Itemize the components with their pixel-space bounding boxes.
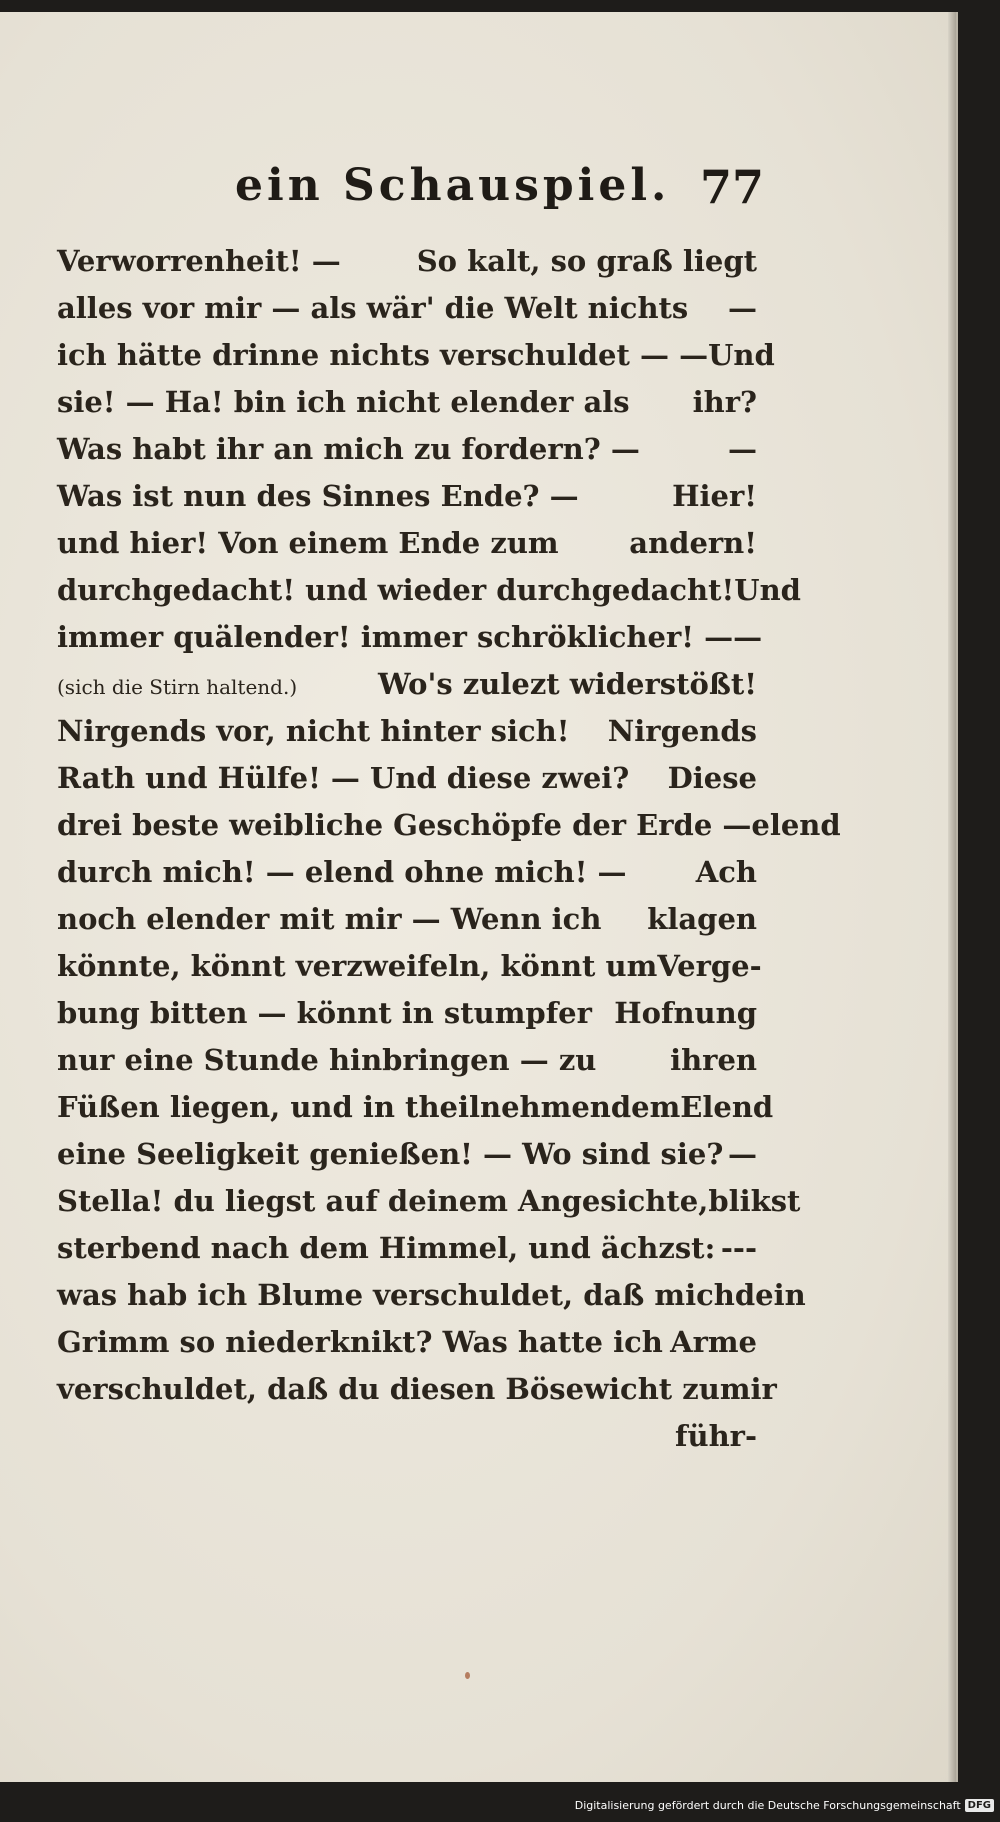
- line-text-right: —: [728, 291, 757, 325]
- text-line: [57, 567, 801, 614]
- line-text-left: verschuldet, daß du diesen Bösewicht zu: [57, 1372, 720, 1406]
- line-text-left: Stella! du liegst auf deinem Angesichte,: [57, 1184, 709, 1218]
- line-text-right: Hier!: [672, 479, 757, 513]
- text-line: [57, 332, 775, 379]
- text-line: [57, 1319, 757, 1366]
- text-line: [57, 990, 757, 1037]
- line-text-right: Ach: [695, 855, 757, 889]
- line-text-left: was hab ich Blume verschuldet, daß mich: [57, 1278, 735, 1312]
- text-line: [57, 1178, 801, 1225]
- line-text-right: Hofnung: [614, 996, 757, 1030]
- text-line: [57, 614, 763, 661]
- line-text-right: So kalt, so graß liegt: [416, 244, 757, 278]
- line-text-left: Nirgends vor, nicht hinter sich!: [57, 714, 570, 748]
- page-number: 77: [700, 160, 765, 214]
- line-text-left: eine Seeligkeit genießen! — Wo sind sie?: [57, 1137, 724, 1171]
- line-text-right: andern!: [629, 526, 757, 560]
- line-text-right: dein: [734, 1278, 806, 1312]
- line-text-left: noch elender mit mir — Wenn ich: [57, 902, 602, 936]
- text-line: [57, 1037, 757, 1084]
- dfg-logo: DFG: [965, 1799, 994, 1812]
- line-text-right: —: [728, 1137, 757, 1171]
- line-text-left: und hier! Von einem Ende zum: [57, 526, 559, 560]
- line-text-left: Was ist nun des Sinnes Ende? —: [57, 479, 579, 513]
- text-line: [57, 238, 757, 285]
- line-text-left: sie! — Ha! bin ich nicht elender als: [57, 385, 630, 419]
- line-text-left: könnte, könnt verzweifeln, könnt um: [57, 949, 658, 983]
- line-text-left: Was habt ihr an mich zu fordern? —: [57, 432, 640, 466]
- stage-direction: (sich die Stirn haltend.): [57, 675, 298, 699]
- text-line: [57, 285, 757, 332]
- line-text-right: Verge-: [657, 949, 762, 983]
- paper-speck: [465, 1672, 470, 1679]
- text-line: [57, 1366, 777, 1413]
- line-text-left: bung bitten — könnt in stumpfer: [57, 996, 592, 1030]
- line-text-left: Grimm so niederknikt? Was hatte ich: [57, 1325, 663, 1359]
- text-line: [57, 426, 757, 473]
- line-text-right: ihr?: [692, 385, 757, 419]
- text-line: [57, 1272, 806, 1319]
- line-text-left: durch mich! — elend ohne mich! —: [57, 855, 627, 889]
- text-line: [57, 1131, 757, 1178]
- digitization-credit: [575, 1792, 994, 1818]
- line-text-right: klagen: [647, 902, 757, 936]
- text-line: [57, 379, 757, 426]
- line-text-right: Und: [734, 573, 801, 607]
- text-line: [57, 1084, 774, 1131]
- line-text-right: ---: [720, 1231, 757, 1265]
- text-line: [57, 473, 757, 520]
- line-text-right: Diese: [667, 761, 757, 795]
- line-text-left: immer quälender! immer schröklicher! —: [57, 620, 734, 654]
- credit-text: Digitalisierung gefördert durch die Deutsche Forschungsgemeinschaft: [574, 1798, 961, 1812]
- line-text-right: —: [728, 432, 757, 466]
- line-text-right: ihren: [670, 1043, 757, 1077]
- running-head-title: ein Schauspiel.: [235, 160, 671, 211]
- line-text-left: ich hätte drinne nichts verschuldet — —: [57, 338, 709, 372]
- line-text-left: sterbend nach dem Himmel, und ächzst:: [57, 1231, 716, 1265]
- line-text-left: Verworrenheit! —: [57, 244, 341, 278]
- line-text-right: blikst: [708, 1184, 801, 1218]
- line-text-left: alles vor mir — als wär' die Welt nichts: [57, 291, 689, 325]
- line-text-right: elend: [751, 808, 841, 842]
- line-text-right: führ-: [675, 1419, 757, 1453]
- line-text-right: Arme: [670, 1325, 757, 1359]
- line-text-left: durchgedacht! und wieder durchgedacht!: [57, 573, 735, 607]
- text-line: [57, 661, 757, 708]
- text-line: [57, 849, 757, 896]
- text-line: [57, 520, 757, 567]
- body-text: [57, 238, 841, 1460]
- line-text-right: Elend: [680, 1090, 774, 1124]
- line-text-left: nur eine Stunde hinbringen — zu: [57, 1043, 597, 1077]
- text-line: [57, 802, 841, 849]
- line-text-right: Und: [708, 338, 775, 372]
- text-line: [57, 1225, 757, 1272]
- text-line: [57, 1413, 757, 1460]
- page-edge: [948, 12, 956, 1782]
- text-line: [57, 755, 757, 802]
- running-head: [0, 160, 956, 220]
- line-text-left: Füßen liegen, und in theilnehmendem: [57, 1090, 681, 1124]
- book-page: [0, 12, 958, 1782]
- line-text-right: Nirgends: [607, 714, 757, 748]
- line-text-left: Rath und Hülfe! — Und diese zwei?: [57, 761, 630, 795]
- text-line: [57, 943, 762, 990]
- line-text-right: Wo's zulezt widerstößt!: [377, 667, 757, 701]
- text-line: [57, 896, 757, 943]
- line-text-right: —: [733, 620, 763, 654]
- text-line: [57, 708, 757, 755]
- line-text-left: drei beste weibliche Geschöpfe der Erde —: [57, 808, 752, 842]
- line-text-right: mir: [719, 1372, 777, 1406]
